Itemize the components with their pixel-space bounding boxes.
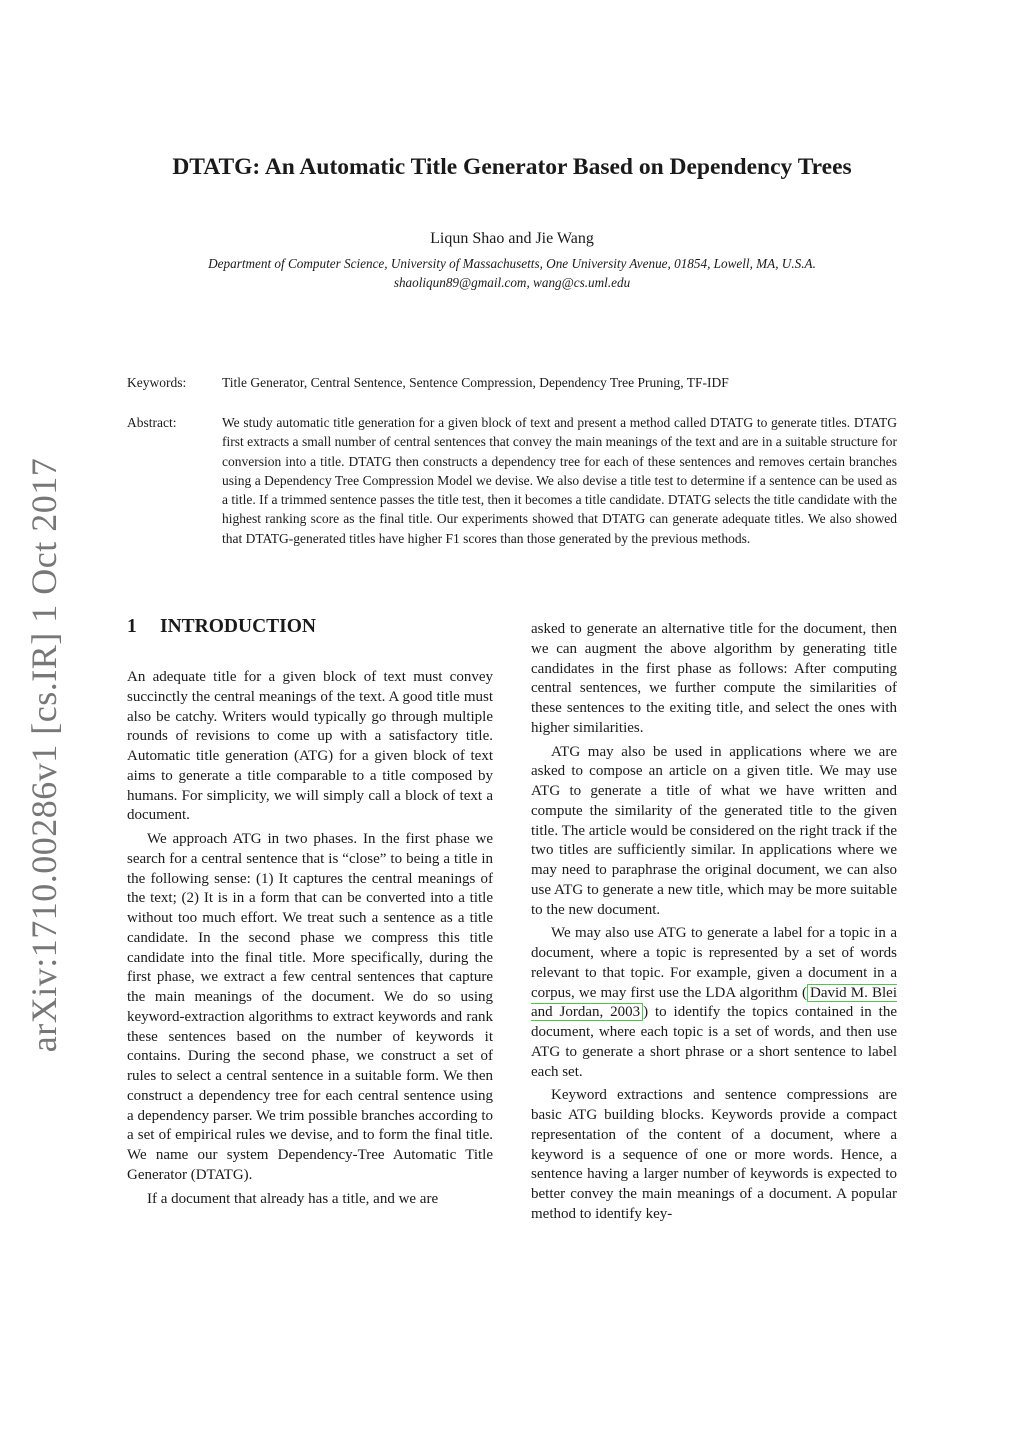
paragraph: ATG may also be used in applications where we are asked to compose an article on a given title. We may use ATG to generate a title of what we have written and compute the similarity of the generated title to the given title. The article would be considered on the right track if the two titles are sufficiently similar. In applications where we may need to paraphrase the original document, we can also use ATG to generate a new title, which may be more suitable to the new document. (531, 743, 897, 918)
author-emails: shaoliqun89@gmail.com, wang@cs.uml.edu (393, 275, 631, 290)
paragraph-text: We may also use ATG to generate a label for a topic in a document, where a topic is represented by a set of words relevant to that topic. For example, given a document in a corpus, we may first use the LDA algorithm ( (531, 925, 897, 1001)
paragraph: An adequate title for a given block of text must convey succinctly the central meanings of the text. A good title must also be catchy. Writers would typically go through multiple rounds of revisions to come up with a satisfactory title. Automatic title generation (ATG) for a given block of text aims to generate a title comparable to a title composed by humans. For simplicity, we will simply call a block of text a document. (127, 669, 493, 824)
paper-title: DTATG: An Automatic Title Generator Based on Dependency Trees (172, 154, 852, 180)
arxiv-identifier: arXiv:1710.00286v1 [cs.IR] 1 Oct 2017 (24, 457, 65, 1053)
section-title: INTRODUCTION (160, 616, 317, 637)
paragraph: If a document that already has a title, and we are (147, 1190, 439, 1207)
keywords-text: Title Generator, Central Sentence, Sentence Compression, Dependency Tree Pruning, TF-IDF (222, 375, 729, 390)
paragraph-text: ) to identify the topics contained in the document, where each topic is a set of words, and then use ATG to generate a short phrase or a short sentence to label each set. (531, 1004, 897, 1080)
abstract-text: We study automatic title generation for a given block of text and present a method called DTATG to generate titles. DTATG first extracts a small number of central sentences that convey the main meanings of the text and are in a suitable structure for conversion into a title. DTATG then constructs a dependency tree for each of these sentences and removes certain branches using a Dependency Tree Compression Model we devise. We also devise a title test to determine if a sentence can be used as a title. If a trimmed sentence passes the title test, then it becomes a title candidate. DTATG selects the title candidate with the highest ranking score as the final title. Our experiments showed that DTATG can generate adequate titles. We also showed that DTATG-generated titles have higher F1 scores than those generated by the previous methods. (222, 415, 897, 546)
left-column (127, 668, 493, 1209)
citation-link[interactable]: David M. Blei and Jordan, 2003 (531, 984, 898, 1021)
affiliation: Department of Computer Science, University of Massachusetts, One University Avenue, 01854, Lowell, MA, U.S.A. (208, 256, 816, 271)
arxiv-sidebar-stamp (22, 457, 66, 1053)
paragraph: We approach ATG in two phases. In the first phase we search for a central sentence that is “close” to being a title in the following sense: (1) It captures the central meanings of the text; (2) It is in a form that can be converted into a title without too much effort. We treat such a sentence as a title candidate. In the second phase we compress this title candidate into the final title. More specifically, during the first phase, we extract a few central sentences that capture the main meanings of the document. We do so using keyword-extraction algorithms to extract keywords and rank these sentences based on the number of keywords it contains. During the second phase, we construct a set of rules to select a central sentence in a suitable form. We then construct a dependency tree for each central sentence using a dependency parser. We trim possible branches according to a set of empirical rules we devise, and to form the final title. We name our system Dependency-Tree Automatic Title Generator (DTATG). (127, 831, 493, 1183)
section-heading (127, 616, 316, 638)
paragraph (531, 924, 897, 1082)
paragraph: asked to generate an alternative title for the document, then we can augment the above algorithm by generating title candidates in the first phase as follows: After computing central sentences, we further compute the similarities of these sentences to the exiting title, and select the ones with higher similarities. (531, 621, 897, 736)
authors: Liqun Shao and Jie Wang (430, 230, 594, 247)
keywords-label: Keywords: (127, 375, 187, 390)
abstract-label: Abstract: (127, 415, 177, 430)
section-number: 1 (127, 616, 137, 637)
paragraph: Keyword extractions and sentence compressions are basic ATG building blocks. Keywords provide a compact representation of the content of a document, where a keyword is a sequence of one or more words. Hence, a sentence having a larger number of keywords is expected to better convey the main meanings of a document. A popular method to identify key- (531, 1087, 897, 1222)
right-column (531, 620, 897, 1225)
